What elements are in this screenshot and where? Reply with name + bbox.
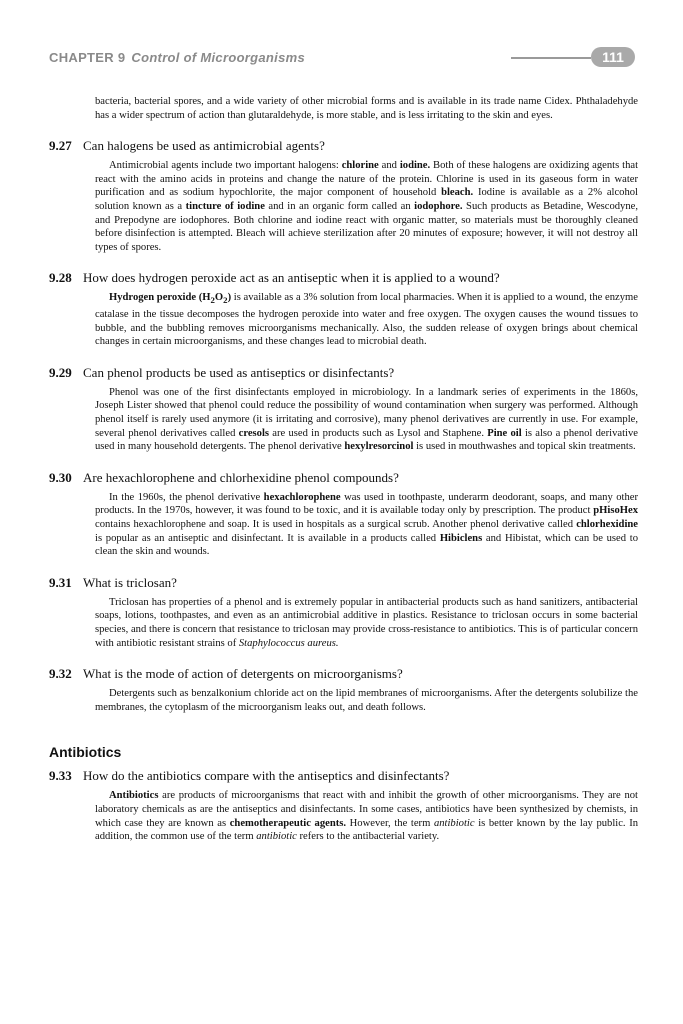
question-text: How does hydrogen peroxide act as an antiseptic when it is applied to a wound? — [83, 270, 500, 286]
header-rule — [511, 57, 591, 59]
answer-9-29: Phenol was one of the first disinfectants employed in microbiology. In a landmark series of experiments in the 1860s, Joseph Lister showed that phenol could reduce the possibility of wound contamination when surgery was performed. Although phenol itself is rarely used anymore (it is irritating and corrosive), many phenol derivatives are currently in use. For example, several phenol derivatives called cresols are used in products such as Lysol and Staphene. Pine oil is also a phenol derivative used in many household detergents. The phenol derivative hexylresorcinol is used in mouthwashes and topical skin treatments. — [95, 386, 638, 453]
page-content — [49, 95, 638, 844]
answer-9-30: In the 1960s, the phenol derivative hexachlorophene was used in toothpaste, underarm deodorant, soaps, and many other products. In the 1970s, however, it was found to be toxic, and it is available today only by prescription. The product pHisoHex contains hexachlorophene and soap. It is used in hospitals as a surgical scrub. Another phenol derivative called chlorhexidine is popular as an antiseptic and disinfectant. It is available in a products called Hibiclens and Hibistat, which can be used to clean the skin and wounds. — [95, 491, 638, 558]
answer-9-28: Hydrogen peroxide $(H_2O_2)$ is available as a 3% solution from local pharmacies. When it is applied to a wound, the enzyme catalase in the tissue decomposes the hydrogen peroxide into water and free oxygen. The oxygen causes the wound tissues to bubble, and the bubbling removes microorganisms mechanically. Also, the sudden release of oxygen brings about chemical changes in certain microorganisms, and these changes lead to microbial death. — [95, 292, 638, 348]
question-text: What is the mode of action of detergents on microorganisms? — [83, 666, 403, 682]
answer-9-33: Antibiotics are products of microorganisms that react with and inhibit the growth of other microorganisms. They are not laboratory chemicals as are the antiseptics and disinfectants. In some cases, antibiotics have been synthesized by chemists, in which case they are known as chemotherapeutic agents. However, the term antibiotic is better known by the lay public. In addition, the common use of the term antibiotic refers to the antibacterial variety. — [95, 790, 639, 843]
question-number: 9.30 — [49, 469, 72, 485]
question-number: 9.29 — [49, 364, 72, 380]
question-text: Can phenol products be used as antiseptics or disinfectants? — [83, 364, 395, 380]
page-number-badge: 111 — [591, 47, 635, 67]
question-number: 9.27 — [49, 138, 72, 154]
question-number: 9.32 — [49, 666, 72, 682]
answer-9-32: Detergents such as benzalkonium chloride act on the lipid membranes of microorganisms. After the detergents solubilize the membranes, the cytoplasm of the microorganism leaks out, and death follows. — [95, 688, 638, 713]
question-number: 9.31 — [49, 574, 72, 590]
question-text: What is triclosan? — [83, 574, 177, 590]
section-heading-antibiotics: Antibiotics — [49, 744, 122, 761]
answer-9-27: Antimicrobial agents include two important halogens: chlorine and iodine. Both of these halogens are oxidizing agents that react with the amino acids in proteins and change the nature of the protein. Chlorine is used in its gaseous form in water purification and as sodium hypochlorite, the major component of household bleach. Iodine is available as a 2% alcohol solution known as a tincture of iodine and in an organic form called an iodophore. Such products as Betadine, Wescodyne, and Prepodyne are iodophores. Both chlorine and iodine react with organic matter, so materials must be thoroughly cleaned before disinfection is attempted. Bleach will achieve sterilization after 20 minutes of exposure; however, it will not destroy all types of spores. — [95, 160, 639, 253]
question-9-32 — [49, 666, 638, 682]
chapter-number: CHAPTER 9 — [49, 50, 126, 65]
page-header — [49, 47, 635, 69]
intro-paragraph: bacteria, bacterial spores, and a wide variety of other microbial forms and is available in its trade name Cidex. Phthaladehyde has a wider spectrum of action than glutaraldehyde, is more stable, and is less irritating to the skin and eyes. — [95, 96, 638, 121]
chapter-title: Control of Microorganisms — [131, 50, 306, 65]
question-9-30 — [49, 470, 638, 486]
question-9-29 — [49, 365, 638, 381]
question-9-27 — [49, 138, 638, 154]
question-text: Can halogens be used as antimicrobial agents? — [83, 138, 325, 154]
question-text: How do the antibiotics compare with the antiseptics and disinfectants? — [83, 768, 450, 784]
question-9-33 — [49, 768, 638, 784]
question-number: 9.33 — [49, 768, 72, 784]
question-9-28 — [49, 270, 638, 286]
answer-9-31: Triclosan has properties of a phenol and is extremely popular in antibacterial products such as hand sanitizers, antibacterial soaps, lotions, toothpastes, and even as an antimicrobial additive in plastics. Resistance to triclosan occurs in some bacterial species, and there is concern that resistance to triclosan may provide cross-resistance to antibiotics. This is of particular concern with antibiotic resistant strains of Staphylococcus aureus. — [95, 596, 638, 649]
question-text: Are hexachlorophene and chlorhexidine phenol compounds? — [83, 469, 399, 485]
question-number: 9.28 — [49, 270, 72, 286]
chapter-heading — [49, 50, 305, 65]
question-9-31 — [49, 575, 638, 591]
